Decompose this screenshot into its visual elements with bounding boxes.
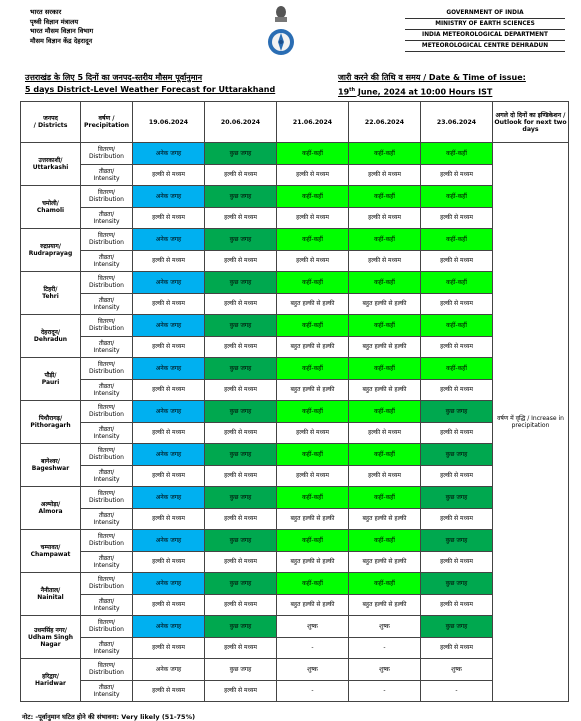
intensity-cell: हल्की से मध्यम <box>277 422 349 444</box>
distribution-cell: कुछ जगह <box>205 444 277 466</box>
header-date: 20.06.2024 <box>205 102 277 143</box>
national-emblem-icon <box>262 4 300 58</box>
distribution-cell: अनेक जगह <box>133 530 205 552</box>
distribution-cell: कहीं-कहीं <box>421 315 493 337</box>
intensity-cell: हल्की से मध्यम <box>205 551 277 573</box>
intensity-cell: हल्की से मध्यम <box>205 508 277 530</box>
intensity-cell: हल्की से मध्यम <box>349 207 421 229</box>
distribution-cell: कुछ जगह <box>205 358 277 380</box>
distribution-cell: कहीं-कहीं <box>349 487 421 509</box>
header-district: जनपद / Districts <box>21 102 81 143</box>
intensity-cell: हल्की से मध्यम <box>277 207 349 229</box>
table-row <box>21 143 569 165</box>
intensity-cell: हल्की से मध्यम <box>421 379 493 401</box>
header-date: 23.06.2024 <box>421 102 493 143</box>
header-date: 22.06.2024 <box>349 102 421 143</box>
district-name: देहरादून/ Dehradun <box>21 315 81 358</box>
intensity-cell: हल्की से मध्यम <box>421 508 493 530</box>
intensity-cell: हल्की से मध्यम <box>421 465 493 487</box>
header-english-line: INDIA METEOROLOGICAL DEPARTMENT <box>405 30 565 41</box>
intensity-cell: हल्की से मध्यम <box>277 164 349 186</box>
distribution-cell: अनेक जगह <box>133 616 205 638</box>
distribution-cell: अनेक जगह <box>133 315 205 337</box>
distribution-label: वितरण/ Distribution <box>81 616 133 638</box>
header-date: 21.06.2024 <box>277 102 349 143</box>
intensity-label: तीव्रता/ Intensity <box>81 465 133 487</box>
intensity-cell: हल्की से मध्यम <box>205 379 277 401</box>
distribution-cell: कहीं-कहीं <box>349 143 421 165</box>
distribution-cell: अनेक जगह <box>133 143 205 165</box>
intensity-cell: हल्की से मध्यम <box>205 422 277 444</box>
distribution-label: वितरण/ Distribution <box>81 487 133 509</box>
distribution-cell: कुछ जगह <box>205 186 277 208</box>
intensity-cell: हल्की से मध्यम <box>133 594 205 616</box>
table-row <box>21 659 569 681</box>
table-row <box>21 551 569 573</box>
distribution-cell: कहीं-कहीं <box>349 358 421 380</box>
distribution-cell: कहीं-कहीं <box>421 358 493 380</box>
distribution-cell: शुष्क <box>277 659 349 681</box>
intensity-cell: हल्की से मध्यम <box>421 422 493 444</box>
header-english-line: METEOROLOGICAL CENTRE DEHRADUN <box>405 41 565 52</box>
distribution-cell: शुष्क <box>421 659 493 681</box>
header-english <box>405 8 565 52</box>
intensity-label: तीव्रता/ Intensity <box>81 336 133 358</box>
intensity-cell: - <box>349 680 421 702</box>
intensity-cell: हल्की से मध्यम <box>133 379 205 401</box>
intensity-cell: हल्की से मध्यम <box>133 293 205 315</box>
intensity-label: तीव्रता/ Intensity <box>81 207 133 229</box>
header-english-line: GOVERNMENT OF INDIA <box>405 8 565 19</box>
intensity-cell: हल्की से मध्यम <box>421 250 493 272</box>
distribution-cell: कहीं-कहीं <box>277 444 349 466</box>
district-name: रुद्रप्रयाग/ Rudraprayag <box>21 229 81 272</box>
distribution-cell: अनेक जगह <box>133 186 205 208</box>
outlook-cell: वर्षण में वृद्धि / Increase in precipitation <box>493 143 569 702</box>
issue-sup: th <box>349 87 356 93</box>
header-hindi-line: भारत मौसम विज्ञान विभाग <box>30 27 94 35</box>
intensity-cell: बहुत हल्की से हल्की <box>349 336 421 358</box>
distribution-cell: अनेक जगह <box>133 659 205 681</box>
district-name: पिथौरागढ़/ Pithoragarh <box>21 401 81 444</box>
table-row <box>21 164 569 186</box>
footer-note: नोट: -पूर्वानुमान घटित होने की संभावना: Very likely (51-75%) <box>22 713 196 721</box>
header-hindi-line: पृथ्वी विज्ञान मंत्रालय <box>30 17 79 26</box>
intensity-label: तीव्रता/ Intensity <box>81 508 133 530</box>
distribution-cell: कहीं-कहीं <box>349 444 421 466</box>
distribution-cell: कहीं-कहीं <box>277 401 349 423</box>
table-row <box>21 401 569 423</box>
intensity-cell: बहुत हल्की से हल्की <box>349 508 421 530</box>
intensity-cell: हल्की से मध्यम <box>277 250 349 272</box>
distribution-cell: कहीं-कहीं <box>277 315 349 337</box>
distribution-cell: अनेक जगह <box>133 272 205 294</box>
distribution-cell: कुछ जगह <box>421 487 493 509</box>
intensity-cell: हल्की से मध्यम <box>205 465 277 487</box>
intensity-cell: - <box>421 680 493 702</box>
intensity-cell: - <box>277 680 349 702</box>
intensity-label: तीव्रता/ Intensity <box>81 164 133 186</box>
distribution-cell: कुछ जगह <box>205 272 277 294</box>
intensity-cell: बहुत हल्की से हल्की <box>349 551 421 573</box>
intensity-cell: हल्की से मध्यम <box>421 207 493 229</box>
distribution-cell: कुछ जगह <box>205 530 277 552</box>
district-name: अल्मोड़ा/ Almora <box>21 487 81 530</box>
table-row <box>21 487 569 509</box>
distribution-cell: शुष्क <box>277 616 349 638</box>
intensity-cell: बहुत हल्की से हल्की <box>277 594 349 616</box>
table-row <box>21 637 569 659</box>
distribution-cell: कुछ जगह <box>421 573 493 595</box>
intensity-cell: हल्की से मध्यम <box>133 164 205 186</box>
intensity-cell: बहुत हल्की से हल्की <box>277 336 349 358</box>
table-row <box>21 336 569 358</box>
table-row <box>21 272 569 294</box>
intensity-cell: हल्की से मध्यम <box>205 164 277 186</box>
intensity-cell: हल्की से मध्यम <box>205 336 277 358</box>
table-row <box>21 465 569 487</box>
header-outlook: अगले दो दिनों का इण्डिकेशन / Outlook for next two days <box>493 102 569 143</box>
header-date: 19.06.2024 <box>133 102 205 143</box>
issue-info <box>338 72 526 99</box>
intensity-cell: हल्की से मध्यम <box>133 680 205 702</box>
intensity-cell: बहुत हल्की से हल्की <box>349 379 421 401</box>
distribution-cell: कुछ जगह <box>205 143 277 165</box>
intensity-cell: हल्की से मध्यम <box>421 164 493 186</box>
table-row <box>21 594 569 616</box>
intensity-label: तीव्रता/ Intensity <box>81 422 133 444</box>
title-hindi: उत्तराखंड के लिए 5 दिनों का जनपद-स्तरीय मौसम पूर्वानुमान <box>25 73 203 82</box>
distribution-label: वितरण/ Distribution <box>81 272 133 294</box>
distribution-cell: कुछ जगह <box>421 616 493 638</box>
distribution-cell: कहीं-कहीं <box>277 272 349 294</box>
intensity-cell: बहुत हल्की से हल्की <box>277 551 349 573</box>
distribution-cell: कुछ जगह <box>205 315 277 337</box>
intensity-label: तीव्रता/ Intensity <box>81 637 133 659</box>
intensity-cell: बहुत हल्की से हल्की <box>349 293 421 315</box>
intensity-cell: हल्की से मध्यम <box>133 422 205 444</box>
table-row <box>21 616 569 638</box>
distribution-label: वितरण/ Distribution <box>81 143 133 165</box>
table-row <box>21 422 569 444</box>
table-row <box>21 315 569 337</box>
intensity-cell: हल्की से मध्यम <box>133 508 205 530</box>
header-english-line: MINISTRY OF EARTH SCIENCES <box>405 19 565 30</box>
intensity-cell: हल्की से मध्यम <box>205 250 277 272</box>
district-name: हरिद्वार/ Haridwar <box>21 659 81 702</box>
intensity-label: तीव्रता/ Intensity <box>81 594 133 616</box>
distribution-cell: कहीं-कहीं <box>277 186 349 208</box>
intensity-cell: बहुत हल्की से हल्की <box>277 508 349 530</box>
intensity-cell: हल्की से मध्यम <box>205 680 277 702</box>
intensity-cell: हल्की से मध्यम <box>133 465 205 487</box>
distribution-cell: कहीं-कहीं <box>277 358 349 380</box>
table-header-row <box>21 102 569 143</box>
distribution-cell: कहीं-कहीं <box>349 401 421 423</box>
intensity-cell: हल्की से मध्यम <box>133 637 205 659</box>
issue-rest: June, 2024 at 10:00 Hours IST <box>355 87 493 97</box>
distribution-label: वितरण/ Distribution <box>81 229 133 251</box>
distribution-cell: कुछ जगह <box>421 444 493 466</box>
distribution-cell: कहीं-कहीं <box>277 573 349 595</box>
intensity-cell: हल्की से मध्यम <box>133 551 205 573</box>
title-english: 5 days District-Level Weather Forecast for Uttarakhand <box>25 85 276 94</box>
intensity-cell: हल्की से मध्यम <box>205 207 277 229</box>
distribution-cell: कहीं-कहीं <box>349 530 421 552</box>
intensity-label: तीव्रता/ Intensity <box>81 680 133 702</box>
table-row <box>21 573 569 595</box>
header-hindi-line: मौसम विज्ञान केंद्र देहरादून <box>30 36 93 45</box>
district-name: नैनीताल/ Nainital <box>21 573 81 616</box>
header-hindi <box>30 8 93 46</box>
intensity-cell: हल्की से मध्यम <box>421 293 493 315</box>
distribution-cell: शुष्क <box>349 616 421 638</box>
distribution-label: वितरण/ Distribution <box>81 315 133 337</box>
distribution-cell: कहीं-कहीं <box>349 315 421 337</box>
table-row <box>21 444 569 466</box>
distribution-cell: कहीं-कहीं <box>421 186 493 208</box>
forecast-title <box>25 72 275 96</box>
distribution-cell: कुछ जगह <box>205 573 277 595</box>
distribution-label: वितरण/ Distribution <box>81 444 133 466</box>
distribution-cell: अनेक जगह <box>133 358 205 380</box>
header-precipitation: वर्षण / Precipitation <box>81 102 133 143</box>
table-row <box>21 379 569 401</box>
intensity-cell: हल्की से मध्यम <box>133 336 205 358</box>
issue-date <box>338 84 526 99</box>
distribution-label: वितरण/ Distribution <box>81 530 133 552</box>
intensity-cell: हल्की से मध्यम <box>349 422 421 444</box>
distribution-cell: कहीं-कहीं <box>277 487 349 509</box>
table-row <box>21 358 569 380</box>
district-name: टिहरी/ Tehri <box>21 272 81 315</box>
distribution-label: वितरण/ Distribution <box>81 401 133 423</box>
distribution-cell: कुछ जगह <box>205 487 277 509</box>
intensity-cell: हल्की से मध्यम <box>421 336 493 358</box>
distribution-cell: कहीं-कहीं <box>277 229 349 251</box>
table-row <box>21 250 569 272</box>
issue-label: जारी करने की तिथि व समय / Date & Time of issue: <box>338 73 526 82</box>
distribution-cell: कहीं-कहीं <box>277 143 349 165</box>
forecast-table <box>20 101 569 702</box>
intensity-cell: हल्की से मध्यम <box>133 250 205 272</box>
intensity-cell: हल्की से मध्यम <box>421 551 493 573</box>
intensity-cell: हल्की से मध्यम <box>421 594 493 616</box>
intensity-cell: हल्की से मध्यम <box>277 465 349 487</box>
intensity-label: तीव्रता/ Intensity <box>81 293 133 315</box>
district-name: बागेश्वर/ Bageshwar <box>21 444 81 487</box>
distribution-cell: कहीं-कहीं <box>421 143 493 165</box>
distribution-label: वितरण/ Distribution <box>81 659 133 681</box>
intensity-cell: हल्की से मध्यम <box>205 637 277 659</box>
distribution-cell: कहीं-कहीं <box>421 272 493 294</box>
distribution-label: वितरण/ Distribution <box>81 573 133 595</box>
intensity-cell: बहुत हल्की से हल्की <box>349 594 421 616</box>
distribution-cell: अनेक जगह <box>133 401 205 423</box>
district-name: उत्तरकाशी/ Uttarkashi <box>21 143 81 186</box>
intensity-cell: बहुत हल्की से हल्की <box>277 293 349 315</box>
table-row <box>21 680 569 702</box>
district-name: चमोली/ Chamoli <box>21 186 81 229</box>
table-row <box>21 530 569 552</box>
distribution-cell: कहीं-कहीं <box>349 229 421 251</box>
table-row <box>21 186 569 208</box>
distribution-label: वितरण/ Distribution <box>81 358 133 380</box>
intensity-cell: हल्की से मध्यम <box>421 637 493 659</box>
district-name: उधमसिंह नगर/ Udham Singh Nagar <box>21 616 81 659</box>
distribution-cell: कुछ जगह <box>421 401 493 423</box>
intensity-cell: हल्की से मध्यम <box>133 207 205 229</box>
distribution-cell: कहीं-कहीं <box>349 272 421 294</box>
distribution-cell: कहीं-कहीं <box>349 186 421 208</box>
issue-day: 19 <box>338 87 350 97</box>
table-row <box>21 229 569 251</box>
intensity-cell: हल्की से मध्यम <box>205 594 277 616</box>
distribution-cell: कुछ जगह <box>205 229 277 251</box>
district-name: पौड़ी/ Pauri <box>21 358 81 401</box>
intensity-label: तीव्रता/ Intensity <box>81 250 133 272</box>
distribution-cell: अनेक जगह <box>133 229 205 251</box>
header-hindi-line: भारत सरकार <box>30 8 62 16</box>
distribution-label: वितरण/ Distribution <box>81 186 133 208</box>
intensity-cell: - <box>349 637 421 659</box>
distribution-cell: अनेक जगह <box>133 444 205 466</box>
table-row <box>21 207 569 229</box>
intensity-cell: हल्की से मध्यम <box>349 465 421 487</box>
district-name: चम्पावत/ Champawat <box>21 530 81 573</box>
intensity-cell: हल्की से मध्यम <box>205 293 277 315</box>
distribution-cell: कुछ जगह <box>205 401 277 423</box>
distribution-cell: अनेक जगह <box>133 573 205 595</box>
intensity-cell: हल्की से मध्यम <box>349 250 421 272</box>
intensity-cell: - <box>277 637 349 659</box>
distribution-cell: कुछ जगह <box>205 659 277 681</box>
distribution-cell: कहीं-कहीं <box>277 530 349 552</box>
table-row <box>21 508 569 530</box>
distribution-cell: कुछ जगह <box>421 530 493 552</box>
distribution-cell: कुछ जगह <box>205 616 277 638</box>
intensity-label: तीव्रता/ Intensity <box>81 551 133 573</box>
intensity-label: तीव्रता/ Intensity <box>81 379 133 401</box>
distribution-cell: कहीं-कहीं <box>349 573 421 595</box>
distribution-cell: शुष्क <box>349 659 421 681</box>
distribution-cell: अनेक जगह <box>133 487 205 509</box>
table-row <box>21 293 569 315</box>
intensity-cell: हल्की से मध्यम <box>349 164 421 186</box>
intensity-cell: बहुत हल्की से हल्की <box>277 379 349 401</box>
distribution-cell: कहीं-कहीं <box>421 229 493 251</box>
